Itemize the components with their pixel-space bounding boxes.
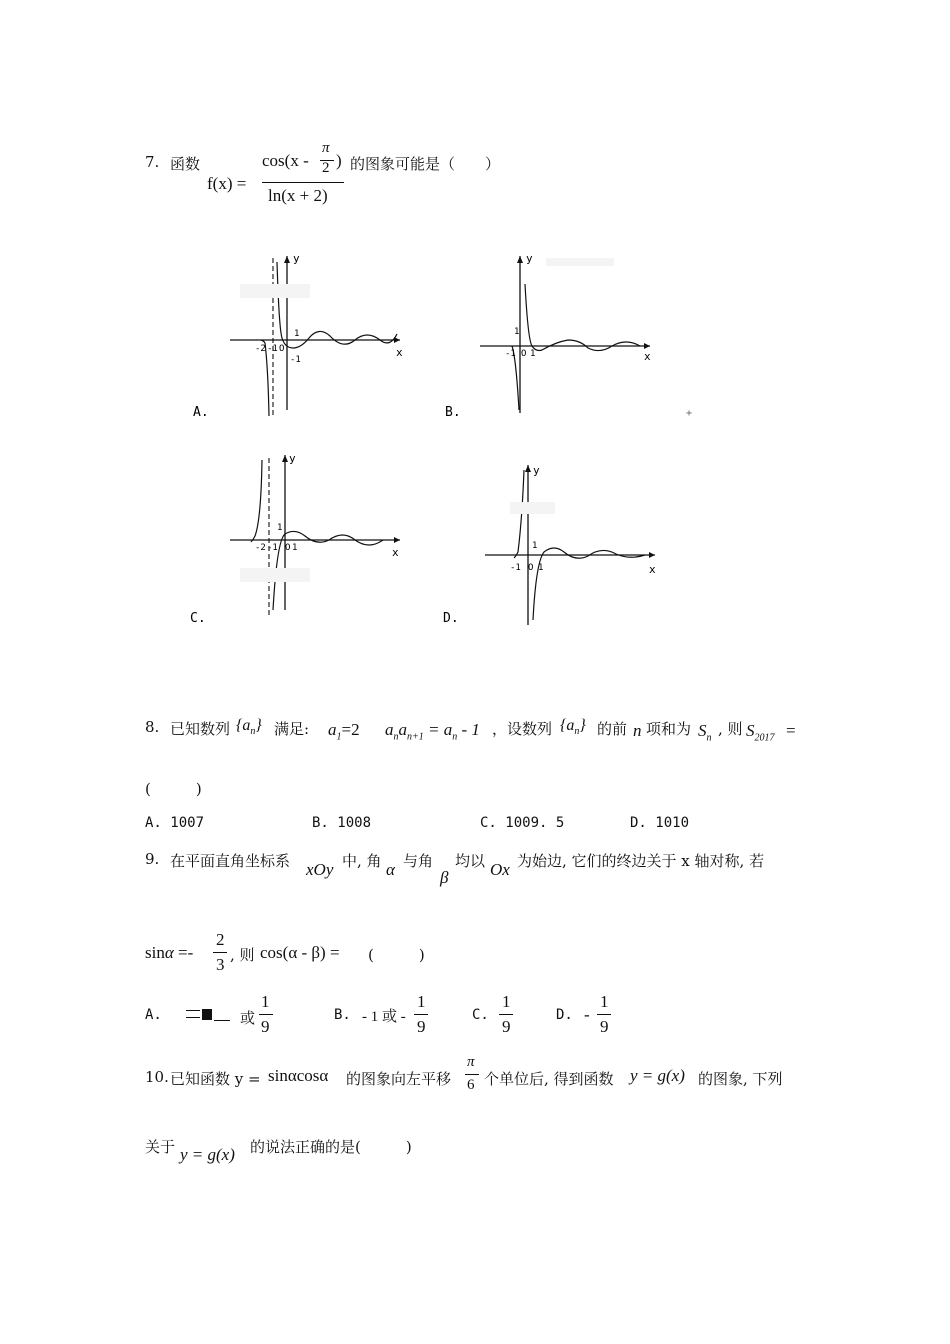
graph-c-tick: -1	[267, 543, 278, 553]
q9-option-b-num: 1	[417, 992, 426, 1011]
graph-a-tick: 1	[294, 329, 300, 339]
q9-text-4: 均以	[455, 852, 486, 870]
graph-b-x-label: x	[644, 350, 651, 363]
q10-text-1: 已知函数 y =	[170, 1070, 261, 1088]
graph-c-tick: 1	[277, 523, 283, 533]
graph-b-tick: 1	[530, 349, 536, 359]
graph-c-tick: O	[285, 543, 291, 553]
q8-option-a[interactable]: A. 1007	[145, 815, 205, 831]
q9-option-b-label[interactable]: B.	[334, 1007, 351, 1023]
q8-Sn: $S_n$	[698, 721, 712, 744]
q8-text-5: 项和为	[646, 720, 692, 738]
q8-answer-paren: ( )	[145, 780, 202, 798]
q10-line2-b: 的说法正确的是( )	[250, 1138, 412, 1156]
q9-option-a-frac-line	[259, 1014, 273, 1015]
graph-c-tick: -2	[255, 543, 266, 553]
q9-option-a-or: 或	[240, 1009, 256, 1027]
graph-b-tick: O	[521, 349, 527, 359]
graph-d-y-label: y	[533, 464, 540, 477]
q9-xOy: xOy	[306, 860, 334, 879]
q9-option-a-den: 9	[261, 1017, 270, 1036]
graph-a-tick: O	[279, 344, 285, 354]
q9-answer-paren: ( )	[368, 946, 425, 964]
q9-option-c-den: 9	[502, 1017, 511, 1036]
q8-option-b[interactable]: B. 1008	[312, 815, 372, 831]
q9-option-d-den: 9	[600, 1017, 609, 1036]
q7-graph-a	[185, 248, 415, 428]
q10-number: 10.	[145, 1068, 169, 1086]
q10-text-3: 个单位后, 得到函数	[484, 1070, 614, 1088]
graph-b-tick: 1	[514, 327, 520, 337]
q8-text-2: 满足:	[274, 720, 310, 738]
q7-numerator: cos(x -	[262, 151, 309, 170]
q8-text-3: ，设数列	[492, 720, 553, 738]
q8-seq-a: $\{a_n\}$	[236, 717, 262, 738]
graph-b-label: B.	[445, 405, 461, 420]
q7-graph-c	[185, 450, 415, 630]
q9-frac-den: 3	[216, 955, 225, 974]
graph-a-tick: -1	[267, 344, 278, 354]
q10-line2-gx: y = g(x)	[180, 1145, 235, 1164]
q8-S2017: $S_{2017}$	[746, 721, 775, 744]
q10-line2-a: 关于	[145, 1138, 176, 1156]
graph-c-x-label: x	[392, 546, 399, 559]
q8-text-6: , 则	[718, 720, 743, 738]
graph-c-label: C.	[190, 611, 206, 626]
q10-text-4: 的图象, 下列	[698, 1070, 783, 1088]
q8-seq-a-2: $\{a_n\}$	[560, 717, 586, 738]
graph-b-y-label: y	[526, 252, 533, 265]
q10-pi: π	[467, 1054, 475, 1070]
q9-alpha: α	[386, 860, 395, 879]
q8-text-4: 的前	[597, 720, 628, 738]
q9-Ox: Ox	[490, 860, 510, 879]
q9-option-a-label[interactable]: A.	[145, 1007, 162, 1023]
graph-d-tick: 1	[532, 541, 538, 551]
q9-option-d-pre: -	[584, 1005, 590, 1024]
q8-equals: =	[786, 721, 796, 740]
graph-d-tick: 1	[538, 563, 544, 573]
q9-option-c-label[interactable]: C.	[472, 1007, 489, 1023]
q9-option-c-frac-line	[499, 1014, 513, 1015]
q9-cos-expr: cos(α - β) =	[260, 943, 340, 962]
q8-text-1: 已知数列	[170, 720, 231, 738]
q7-func-lhs: f(x) =	[207, 174, 247, 193]
q7-denominator: ln(x + 2)	[268, 186, 328, 205]
graph-d-tick: O	[528, 563, 534, 573]
graph-b-tick: -1	[505, 349, 516, 359]
graph-a-label: A.	[193, 405, 209, 420]
q7-two: 2	[322, 160, 330, 176]
q8-cond2: $a_na_{n+1} = a_n - 1$	[385, 720, 480, 743]
q9-option-d-label[interactable]: D.	[556, 1007, 573, 1023]
q10-frac-line	[465, 1074, 479, 1075]
q9-sin: sinα =-	[145, 943, 194, 962]
q7-graph-b	[440, 248, 700, 428]
q9-mid-text: , 则	[230, 946, 255, 964]
graph-a-tick: -1	[290, 355, 301, 365]
q10-six: 6	[467, 1077, 475, 1093]
graph-a-x-label: x	[396, 346, 403, 359]
q7-number: 7.	[145, 153, 160, 171]
q7-graph-d	[440, 460, 670, 630]
q9-option-b-frac-line	[414, 1014, 428, 1015]
q9-text-1: 在平面直角坐标系	[170, 852, 291, 870]
graph-d-tick: -1	[510, 563, 521, 573]
q10-text-2: 的图象向左平移	[346, 1070, 452, 1088]
q9-text-2: 中, 角	[342, 852, 382, 870]
q9-option-a-redacted	[186, 1008, 230, 1022]
q9-option-b-den: 9	[417, 1017, 426, 1036]
graph-c-y-label: y	[289, 452, 296, 465]
q10-gx: y = g(x)	[630, 1066, 685, 1085]
q9-option-c-num: 1	[502, 992, 511, 1011]
q7-pi: π	[322, 140, 330, 156]
q9-text-3: 与角	[403, 852, 434, 870]
q9-frac-line	[213, 952, 227, 953]
q7-lead-text: 函数	[170, 155, 201, 173]
graph-a-y-label: y	[293, 252, 300, 265]
q9-beta: β	[440, 868, 449, 887]
q8-n-var: n	[633, 721, 642, 740]
q9-number: 9.	[145, 850, 160, 868]
q8-option-c[interactable]: C. 1009. 5	[480, 815, 565, 831]
graph-c-tick: 1	[292, 543, 298, 553]
q8-cond1: $a_1=2$	[328, 720, 360, 743]
q9-option-a-num: 1	[261, 992, 270, 1011]
q9-option-d-num: 1	[600, 992, 609, 1011]
q8-number: 8.	[145, 718, 160, 736]
graph-a-tick: -2	[255, 344, 266, 354]
q7-main-fraction-line	[262, 182, 344, 183]
graph-d-label: D.	[443, 611, 459, 626]
q9-frac-num: 2	[216, 930, 225, 949]
q7-tail-text: 的图象可能是（ ）	[350, 155, 501, 173]
q9-text-5: 为始边, 它们的终边关于 x 轴对称, 若	[517, 852, 765, 870]
stray-mark: +	[686, 408, 693, 419]
q7-close-paren: )	[336, 151, 342, 170]
q9-option-b-pre: - 1 或 -	[362, 1009, 406, 1025]
graph-d-x-label: x	[649, 563, 656, 576]
q9-option-d-frac-line	[597, 1014, 611, 1015]
q10-expr: sinαcosα	[268, 1066, 329, 1085]
q8-option-d[interactable]: D. 1010	[630, 815, 690, 831]
